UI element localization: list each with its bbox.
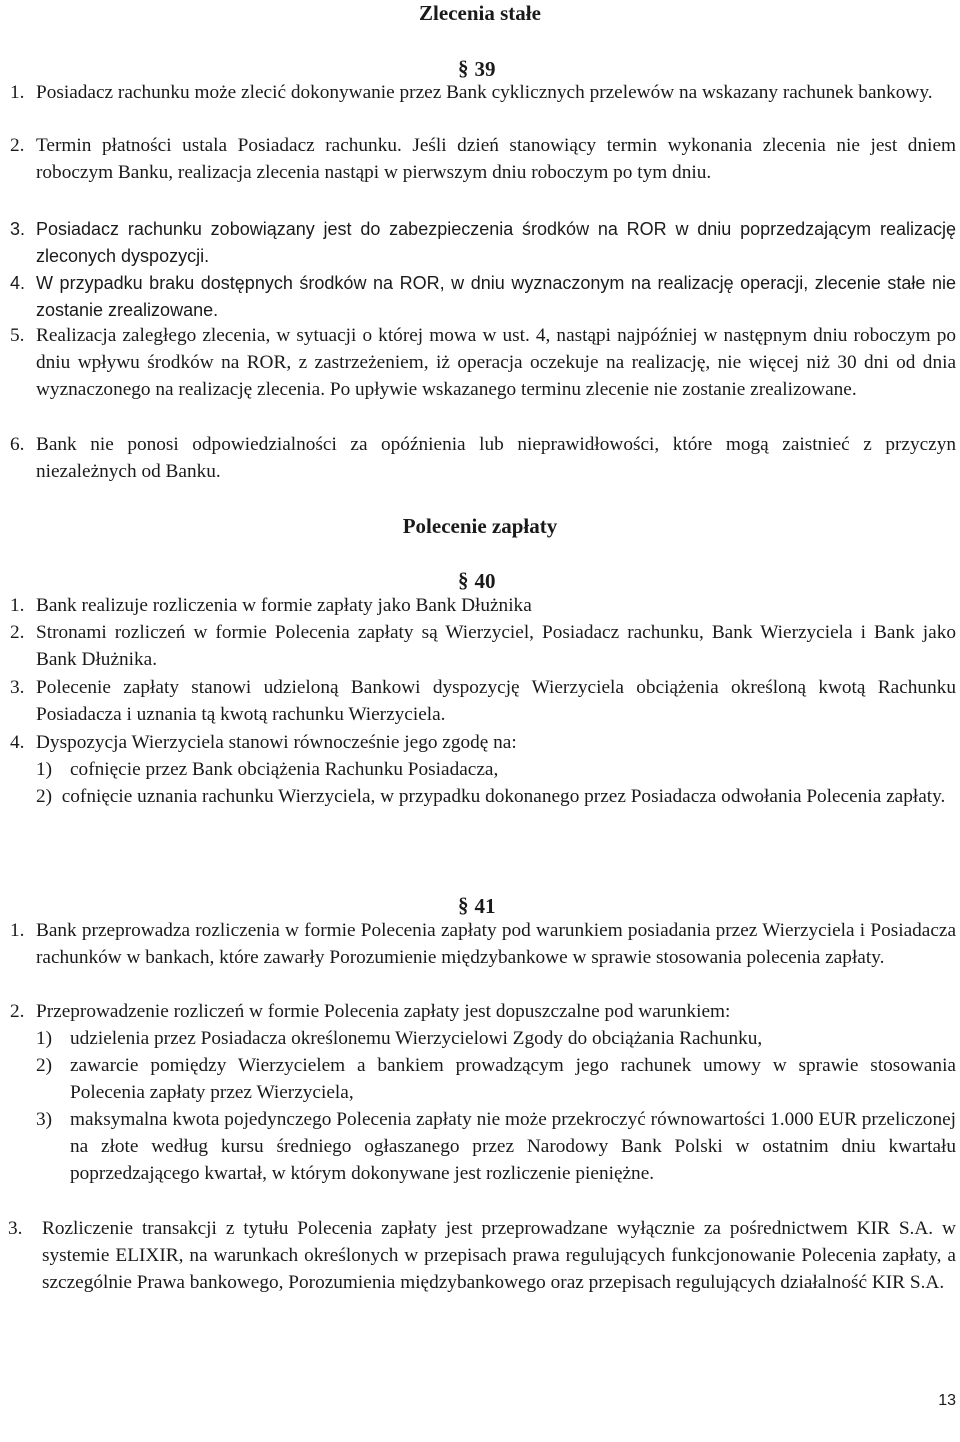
sub-list-item (36, 1107, 956, 1215)
item-number: 1. (10, 920, 25, 941)
paragraph-number: 40 (474, 569, 496, 593)
item-text: Bank nie ponosi odpowiedzialności za opóźnienia lub nieprawidłowości, które mogą zaistnieć z przyczyn niezależnych od Banku. (36, 434, 956, 482)
sub-item-text: cofnięcie przez Bank obciążenia Rachunku Posiadacza, (70, 759, 499, 780)
item-text: Rozliczenie transakcji z tytułu Polecenia zapłaty jest przeprowadzane wyłącznie za pośrednictwem KIR S.A. w systemie ELIXIR, na warunkach określonych w przepisach prawa regulujących funkcjonowanie Polecenia zapłaty, a szczególnie Prawa bankowego, Porozumienia międzybankowego oraz przepisach regulujących działalność KIR S.A. (42, 1218, 956, 1293)
item-number: 1. (10, 82, 25, 103)
sub-item-number: 1) (36, 1028, 53, 1049)
list-item (10, 675, 956, 729)
paragraph-symbol: § (458, 893, 469, 917)
item-text: Przeprowadzenie rozliczeń w formie Polecenia zapłaty jest dopuszczalne pod warunkiem: (36, 1001, 731, 1022)
item-text: Stronami rozliczeń w formie Polecenia zapłaty są Wierzyciel, Posiadacz rachunku, Bank Wierzyciela i Bank jako Bank Dłużnika. (36, 622, 956, 670)
sub-item-text: maksymalna kwota pojedynczego Polecenia zapłaty nie może przekroczyć równowartości 1.000 EUR przeliczonej na złote według kursu średniego ogłaszanego przez Narodowy Bank Polski w ostatnim dniu kwartału poprzedzającego kwartał, w którym dokonywane jest rozliczenie pieniężne. (70, 1109, 956, 1184)
sub-list-item (36, 1053, 956, 1107)
list-item (10, 620, 956, 674)
item-number: 4. (10, 273, 26, 293)
list-item (10, 730, 956, 757)
paragraph-number-40 (458, 568, 496, 594)
item-text: Realizacja zaległego zlecenia, w sytuacji o której mowa w ust. 4, nastąpi najpóźniej w następnym dniu roboczym po dniu wpływu środków na ROR, z zastrzeżeniem, iż operacja oczekuje na realizację, nie więcej niż 30 dni od dnia wyznaczonego na realizację zlecenia. Po upływie wskazanego terminu zlecenie nie zostanie zrealizowane. (36, 325, 956, 400)
sub-item-number: 2) (36, 786, 53, 807)
sub-item-number: 2) (36, 1055, 53, 1076)
list-item (10, 432, 956, 486)
item-number: 2. (10, 622, 25, 643)
item-text: Posiadacz rachunku zobowiązany jest do zabezpieczenia środków na ROR w dniu poprzedzającym realizację zleconych dyspozycji. (36, 219, 956, 266)
item-number: 1. (10, 595, 25, 616)
list-item (10, 918, 956, 1000)
list-item (10, 593, 956, 620)
item-number: 3. (10, 219, 26, 239)
list-item (10, 133, 956, 215)
section-title-polecenie-zaplaty: Polecenie zapłaty (402, 514, 558, 538)
page-number: 13 (938, 1392, 956, 1409)
sub-item-number: 3) (36, 1109, 53, 1130)
item-text: W przypadku braku dostępnych środków na ROR, w dniu wyznaczonym na realizację operacji, zlecenie stałe nie zostanie zrealizowane. (36, 273, 956, 320)
sub-list-item (36, 1026, 956, 1053)
item-text: Polecenie zapłaty stanowi udzieloną Bankowi dyspozycję Wierzyciela obciążenia określoną kwotą Rachunku Posiadacza i uznania tą kwotą rachunku Wierzyciela. (36, 677, 956, 725)
item-number: 4. (10, 732, 25, 753)
paragraph-number-41 (458, 893, 496, 919)
item-text: Bank przeprowadza rozliczenia w formie Polecenia zapłaty pod warunkiem posiadania przez Wierzyciela i Posiadacza rachunków w bankach, które zawarły Porozumienie międzybankowe w sprawie stosowania polecenia zapłaty. (36, 920, 956, 968)
list-item (10, 999, 956, 1026)
item-number: 2. (10, 135, 25, 156)
paragraph-symbol: § (458, 568, 469, 592)
paragraph-number-39 (458, 56, 496, 82)
list-item (10, 270, 956, 324)
sub-item-text: cofnięcie uznania rachunku Wierzyciela, w przypadku dokonanego przez Posiadacza odwołania Polecenia zapłaty. (61, 786, 946, 807)
sub-list-item (8, 784, 956, 811)
item-text: Dyspozycja Wierzyciela stanowi równocześnie jego zgodę na: (36, 732, 517, 753)
item-text: Bank realizuje rozliczenia w formie zapłaty jako Bank Dłużnika (36, 595, 532, 616)
item-text: Termin płatności ustala Posiadacz rachunku. Jeśli dzień stanowiący termin wykonania zlecenia nie jest dniem roboczym Banku, realizacja zlecenia nastąpi w pierwszym dniu roboczym po tym dniu. (36, 135, 956, 183)
list-item (10, 216, 956, 270)
paragraph-number: 39 (474, 57, 496, 81)
paragraph-number: 41 (474, 894, 496, 918)
sub-item-number: 1) (36, 759, 53, 780)
list-item (10, 80, 956, 134)
list-item (8, 1216, 956, 1324)
item-number: 3. (8, 1218, 23, 1239)
item-text: Posiadacz rachunku może zlecić dokonywanie przez Bank cyklicznych przelewów na wskazany rachunek bankowy. (36, 82, 933, 103)
item-number: 5. (10, 325, 25, 346)
sub-list-item (36, 757, 956, 784)
sub-item-text: zawarcie pomiędzy Wierzycielem a bankiem prowadzącym jego rachunek umowy w sprawie stosowania Polecenia zapłaty przez Wierzyciela, (70, 1055, 956, 1103)
item-number: 6. (10, 434, 25, 455)
section-title-zlecenia-stale: Zlecenia stałe (419, 1, 541, 25)
item-number: 3. (10, 677, 25, 698)
item-number: 2. (10, 1001, 25, 1022)
paragraph-symbol: § (458, 56, 469, 80)
sub-item-text: udzielenia przez Posiadacza określonemu Wierzycielowi Zgody do obciążania Rachunku, (70, 1028, 763, 1049)
list-item (10, 323, 956, 431)
